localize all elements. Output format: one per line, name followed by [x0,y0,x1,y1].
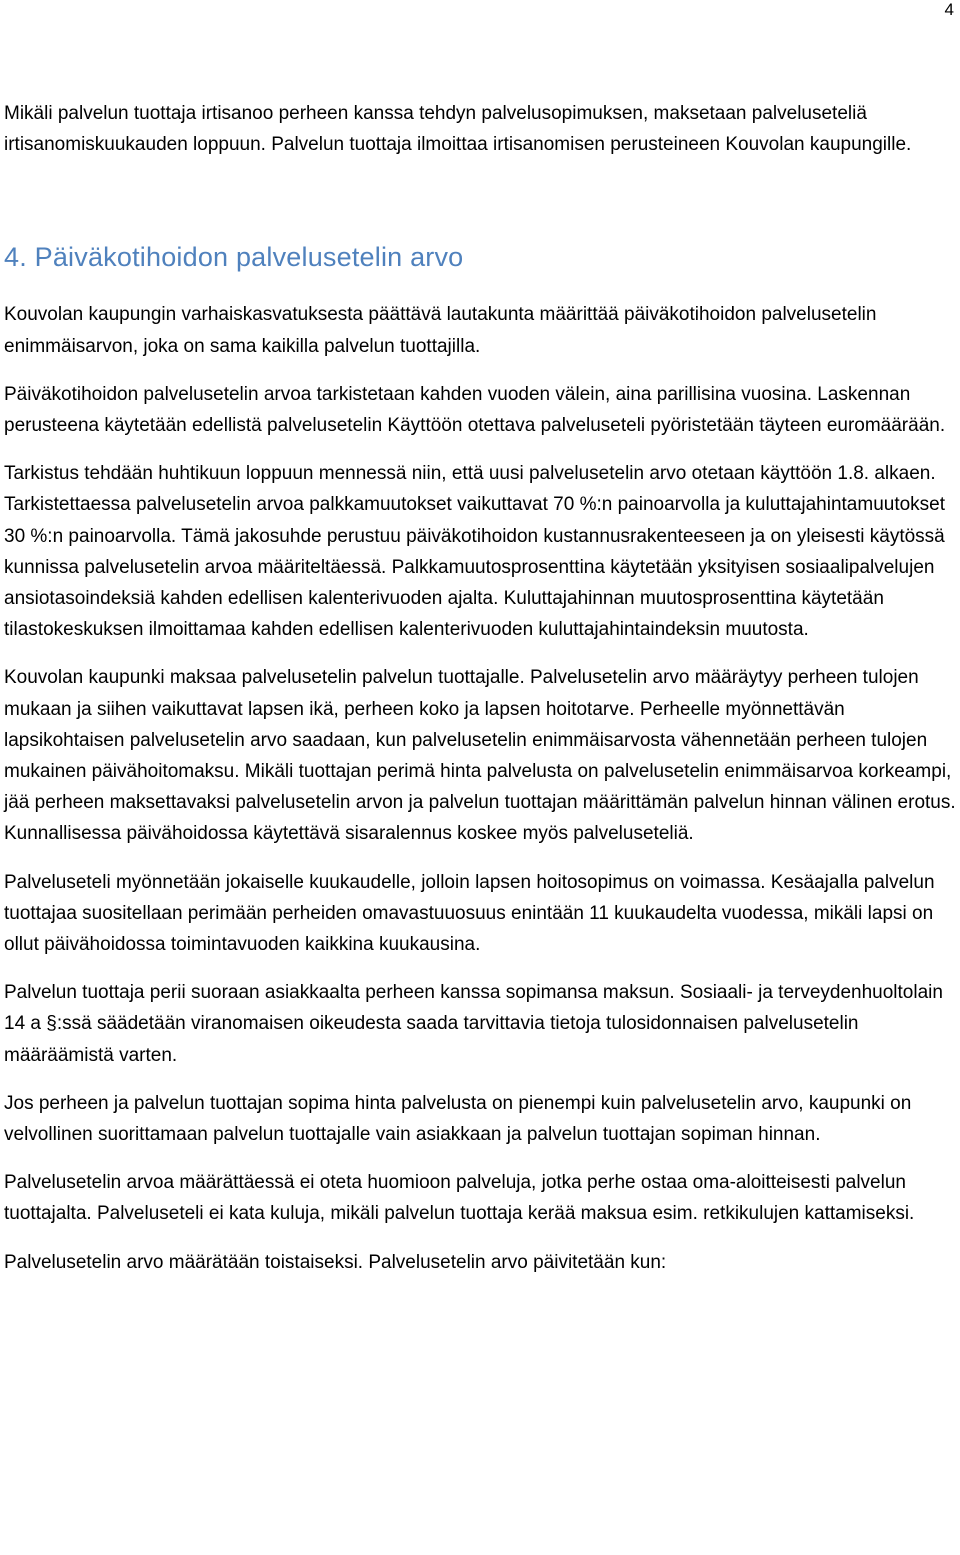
document-body [4,98,958,1278]
intro-paragraph: Mikäli palvelun tuottaja irtisanoo perheen kanssa tehdyn palvelusopimuksen, maksetaan palveluseteliä irtisanomiskuukauden loppuun. Palvelun tuottaja ilmoittaa irtisanomisen perusteineen Kouvolan kaupungille. [4,103,912,156]
paragraph-tarkistus-vali: Päiväkotihoidon palvelusetelin arvoa tarkistetaan kahden vuoden välein, aina parillisina vuosina. Laskennan perusteena käytetään edellistä palvelusetelin Käyttöön otettava palveluseteli pyöristetään täyteen euromäärään. [4,383,946,437]
paragraph-pienempi-hinta: Jos perheen ja palvelun tuottajan sopima hinta palvelusta on pienempi kuin palvelusetelin arvo, kaupunki on velvollinen suorittamaan palvelun tuottajalle vain asiakkaan ja palvelun tuottajan sopiman hinnan. [4,1092,912,1146]
paragraph-paivitys: Palvelusetelin arvo määrätään toistaiseksi. Palvelusetelin arvo päivitetään kun: [4,1251,667,1273]
paragraph-maksu-tuottajalle: Kouvolan kaupunki maksaa palvelusetelin palvelun tuottajalle. Palvelusetelin arvo määräytyy perheen tulojen mukaan ja siihen vaikuttavat lapsen ikä, perheen koko ja lapsen hoitotarve. Perheelle myönnettävän lapsikohtaisen palvelusetelin arvo saadaan, kun palvelusetelin enimmäisarvosta vähennetään perheen tulojen mukainen päivähoitomaksu. Mikäli tuottajan perimä hinta palvelusta on palvelusetelin enimmäisarvoa korkeampi, jää perheen maksettavaksi palvelusetelin arvon ja palvelun tuottajan määrittämän palvelun hinnan välinen erotus. Kunnallisessa päivähoidossa käytettävä sisaralennus koskee myös palveluseteliä. [4,667,956,845]
paragraph-kuukausittainen: Palveluseteli myönnetään jokaiselle kuukaudelle, jolloin lapsen hoitosopimus on voimassa. Kesäajalla palvelun tuottajaa suositellaan perimään perheiden omavastuuosuus enintään 11 kuukaudelta vuodessa, mikäli lapsi on ollut päivähoidossa toimintavuoden kaikkina kuukausina. [4,871,935,956]
paragraph-tarkistus-ajankohta: Tarkistus tehdään huhtikuun loppuun mennessä niin, että uusi palvelusetelin arvo otetaan käyttöön 1.8. alkaen. Tarkistettaessa palvelusetelin arvoa palkkamuutokset vaikuttavat 70 %:n painoarvolla ja kuluttajahintamuutokset 30 %:n painoarvolla. Tämä jakosuhde perustuu päiväkotihoidon kustannusrakenteeseen ja on yleisesti käytössä kunnissa palvelusetelin arvoa määriteltäessä. Palkkamuutosprosenttina käytetään yksityisen sosiaalipalvelujen ansiotasoindeksiä kahden edellisen kalenterivuoden ajalta. Kuluttajahinnan muutosprosenttina käytetään tilastokeskuksen ilmoittamaa kahden edellisen kalenterivuoden kuluttajahintaindeksin muutosta. [4,463,946,641]
paragraph-lisapalvelut: Palvelusetelin arvoa määrättäessä ei oteta huomioon palveluja, jotka perhe ostaa oma-aloitteisesti palvelun tuottajalta. Palveluseteli ei kata kuluja, mikäli palvelun tuottaja kerää maksua esim. retkikulujen kattamiseksi. [4,1172,915,1225]
paragraph-enimmaisarvo: Kouvolan kaupungin varhaiskasvatuksesta päättävä lautakunta määrittää päiväkotihoidon palvelusetelin enimmäisarvon, joka on sama kaikilla palvelun tuottajilla. [4,304,877,357]
paragraph-maksun-periminen: Palvelun tuottaja perii suoraan asiakkaalta perheen kanssa sopimansa maksun. Sosiaali- ja terveydenhuoltolain 14 a §:ssä säädetään viranomaisen oikeudesta saada tarvittavia tietoja tulosidonnaisen palvelusetelin määräämistä varten. [4,982,943,1066]
section-heading: 4. Päiväkotihoidon palvelusetelin arvo [4,242,464,273]
page-number: 4 [944,0,954,19]
